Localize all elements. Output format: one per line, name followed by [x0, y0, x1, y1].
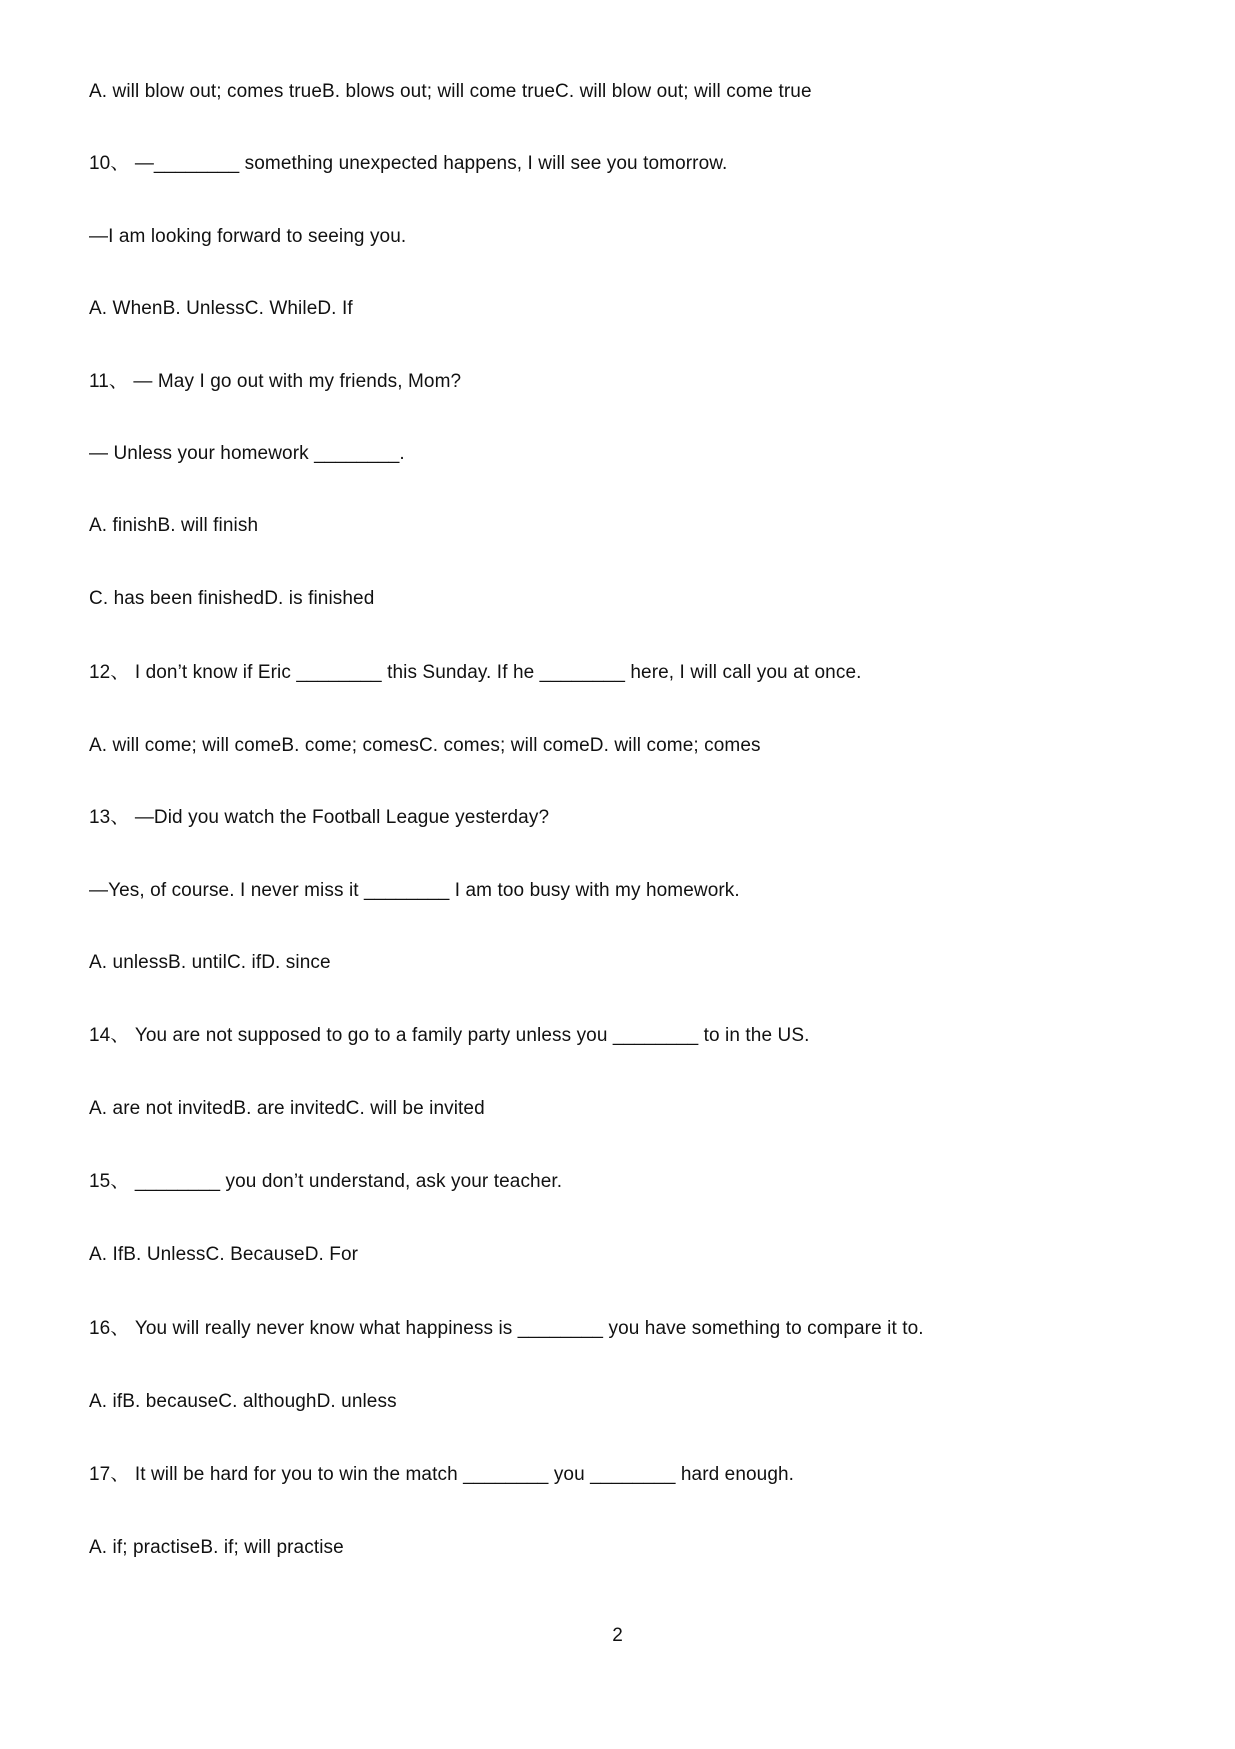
answer-options-q17: A. if; practiseB. if; will practise — [89, 1537, 344, 1558]
answer-options-q11-a: A. finishB. will finish — [89, 515, 259, 536]
question-12: 12、 I don’t know if Eric ________ this Sunday. If he ________ here, I will call you at once. — [89, 662, 862, 683]
answer-options-q12: A. will come; will comeB. come; comesC. comes; will comeD. will come; comes — [89, 735, 761, 756]
answer-options-q11-b: C. has been finishedD. is finished — [89, 588, 375, 609]
answer-options-q14: A. are not invitedB. are invitedC. will be invited — [89, 1098, 485, 1119]
answer-options-q9: A. will blow out; comes trueB. blows out; will come trueC. will blow out; will come true — [89, 81, 812, 102]
answer-options-q13: A. unlessB. untilC. ifD. since — [89, 952, 331, 973]
answer-options-q15: A. IfB. UnlessC. BecauseD. For — [89, 1244, 359, 1265]
question-16: 16、 You will really never know what happiness is ________ you have something to compare it to. — [89, 1318, 924, 1339]
question-11: 11、 — May I go out with my friends, Mom? — [89, 371, 462, 392]
page-number: 2 — [612, 1625, 623, 1646]
question-10-response: —I am looking forward to seeing you. — [89, 226, 407, 247]
question-10: 10、 —________ something unexpected happens, I will see you tomorrow. — [89, 153, 728, 174]
question-14: 14、 You are not supposed to go to a family party unless you ________ to in the US. — [89, 1025, 810, 1046]
question-15: 15、 ________ you don’t understand, ask your teacher. — [89, 1171, 563, 1192]
question-13-response: —Yes, of course. I never miss it ________ I am too busy with my homework. — [89, 880, 740, 901]
answer-options-q16: A. ifB. becauseC. althoughD. unless — [89, 1391, 397, 1412]
question-13: 13、 —Did you watch the Football League yesterday? — [89, 807, 550, 828]
answer-options-q10: A. WhenB. UnlessC. WhileD. If — [89, 298, 353, 319]
question-11-response: — Unless your homework ________. — [89, 443, 405, 464]
question-17: 17、 It will be hard for you to win the match ________ you ________ hard enough. — [89, 1464, 795, 1485]
